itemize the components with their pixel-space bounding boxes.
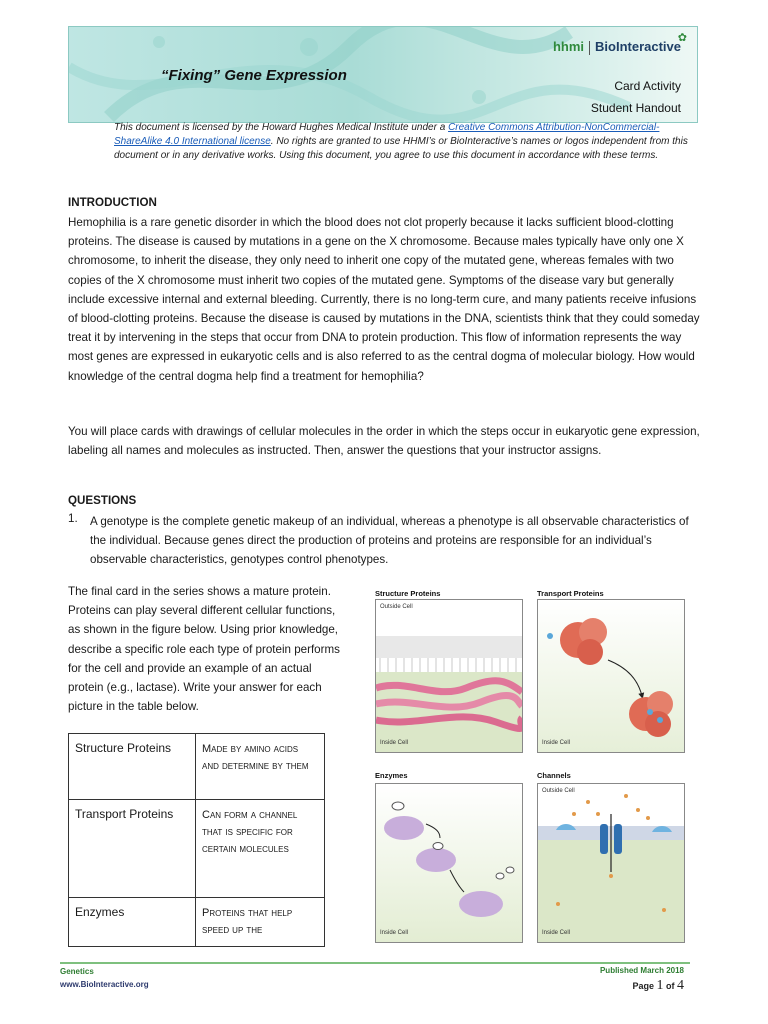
footer-divider [60, 962, 690, 964]
table-row [69, 898, 325, 947]
hhmi-logo-text: hhmi [552, 39, 585, 54]
channels-illustration [538, 784, 684, 942]
footer-website[interactable]: www.BioInteractive.org [60, 980, 149, 989]
brand-logo [553, 39, 681, 55]
license-link[interactable]: Creative Commons Attribution-NonCommercial-ShareAlike 4.0 International license [114, 122, 660, 147]
protein-type-cell: Transport Proteins [69, 800, 196, 898]
footer-subject: Genetics [60, 967, 94, 976]
protein-type-cell: Structure Proteins [69, 734, 196, 800]
protein-prompt: The final card in the series shows a mature protein. Proteins can play several different cellular functions, as shown in the figure below. Using prior knowledge, describe a specific role each type of protein performs for the cell and provide an example of an actual protein (e.g., lactase). Write your answer for each picture in the table below. [68, 585, 340, 714]
current-page: 1 [656, 978, 664, 993]
biointeractive-logo-text: BioInteractive [595, 39, 681, 54]
protein-answer-table [68, 733, 325, 947]
transport-proteins-panel [537, 599, 685, 753]
table-row [69, 734, 325, 800]
document-title: “Fixing” Gene Expression [161, 67, 347, 84]
total-pages: 4 [677, 978, 684, 993]
question-1-number: 1. [68, 512, 78, 525]
biointeractive-logo-icon: ✿ [677, 32, 687, 44]
enzymes-illustration [376, 784, 522, 942]
answer-cell[interactable]: Can form a channel that is specific for certain molecules [196, 800, 325, 898]
page-of: of [665, 981, 675, 991]
answer-cell[interactable]: Proteins that help speed up the [196, 898, 325, 947]
table-row [69, 800, 325, 898]
structure-proteins-title: Structure Proteins [375, 589, 441, 598]
instructions-paragraph: You will place cards with drawings of cellular molecules in the order in which the steps occur in eukaryotic gene expression, labeling all names and molecules as instructed. Then, answer the questions that your instructor assigns. [68, 425, 700, 458]
questions-heading: QUESTIONS [68, 494, 137, 507]
outside-cell-label: Outside Cell [542, 788, 575, 794]
introduction-paragraph: Hemophilia is a rare genetic disorder in which the blood does not clot properly because it lacks sufficient blood-clotting proteins. The disease is caused by mutations in a gene on the X chromosome. Because males typically have only one X chromosome, to inherit the disease, they only need to inherit one copy of the mutated gene, whereas females with two copies of the X chromosome must inherit two copies of the mutated gene. Symptoms of the disease vary but generally include excessive internal and external bleeding. Currently, there is no long-term cure, and many patients receive infusions of blood-clotting proteins. Because the disease is caused by mutations in the DNA, scientists think that they could someday treat it by intervening in the steps that occur from DNA to protein production. This flow of information represents the way most genes are expressed in eukaryotic cells and is also referred to as the central dogma of molecular biology. How would knowledge of the central dogma help find a treatment for hemophilia? [68, 216, 700, 383]
structure-proteins-panel [375, 599, 523, 753]
license-notice [114, 121, 704, 163]
channels-panel [537, 783, 685, 943]
header-banner [68, 26, 698, 123]
protein-functions-figure [360, 585, 700, 945]
outside-cell-label: Outside Cell [380, 604, 413, 610]
license-text-before: This document is licensed by the Howard Hughes Medical Institute under a [114, 122, 449, 133]
card-activity-label: Card Activity [614, 79, 681, 93]
transport-proteins-title: Transport Proteins [537, 589, 604, 598]
structure-proteins-illustration [376, 600, 522, 752]
student-handout-label: Student Handout [590, 101, 681, 115]
footer-published-date: Published March 2018 [599, 966, 684, 975]
logo-divider [589, 41, 590, 55]
enzymes-panel [375, 783, 523, 943]
inside-cell-label: Inside Cell [380, 930, 409, 936]
answer-cell[interactable]: Made by amino acids and determine by them [196, 734, 325, 800]
inside-cell-label: Inside Cell [542, 740, 571, 746]
page-word: Page [632, 981, 654, 991]
inside-cell-label: Inside Cell [542, 930, 571, 936]
introduction-heading: INTRODUCTION [68, 196, 157, 209]
license-text-after: . No rights are granted to use HHMI’s or BioInteractive’s names or logos independent from this document or in any derivative works. Using this document, you agree to use this document in accordance with these terms. [114, 136, 688, 161]
channels-title: Channels [537, 771, 571, 780]
question-1-text: A genotype is the complete genetic makeup of an individual, whereas a phenotype is all observable characteristics of the individual. Because genes direct the production of proteins and proteins are responsible for an individual’s observable characteristics, genotypes control phenotypes. [90, 515, 689, 567]
enzymes-title: Enzymes [375, 771, 408, 780]
protein-type-cell: Enzymes [69, 898, 196, 947]
transport-proteins-illustration [538, 600, 684, 752]
inside-cell-label: Inside Cell [380, 740, 409, 746]
page-number [632, 978, 684, 994]
